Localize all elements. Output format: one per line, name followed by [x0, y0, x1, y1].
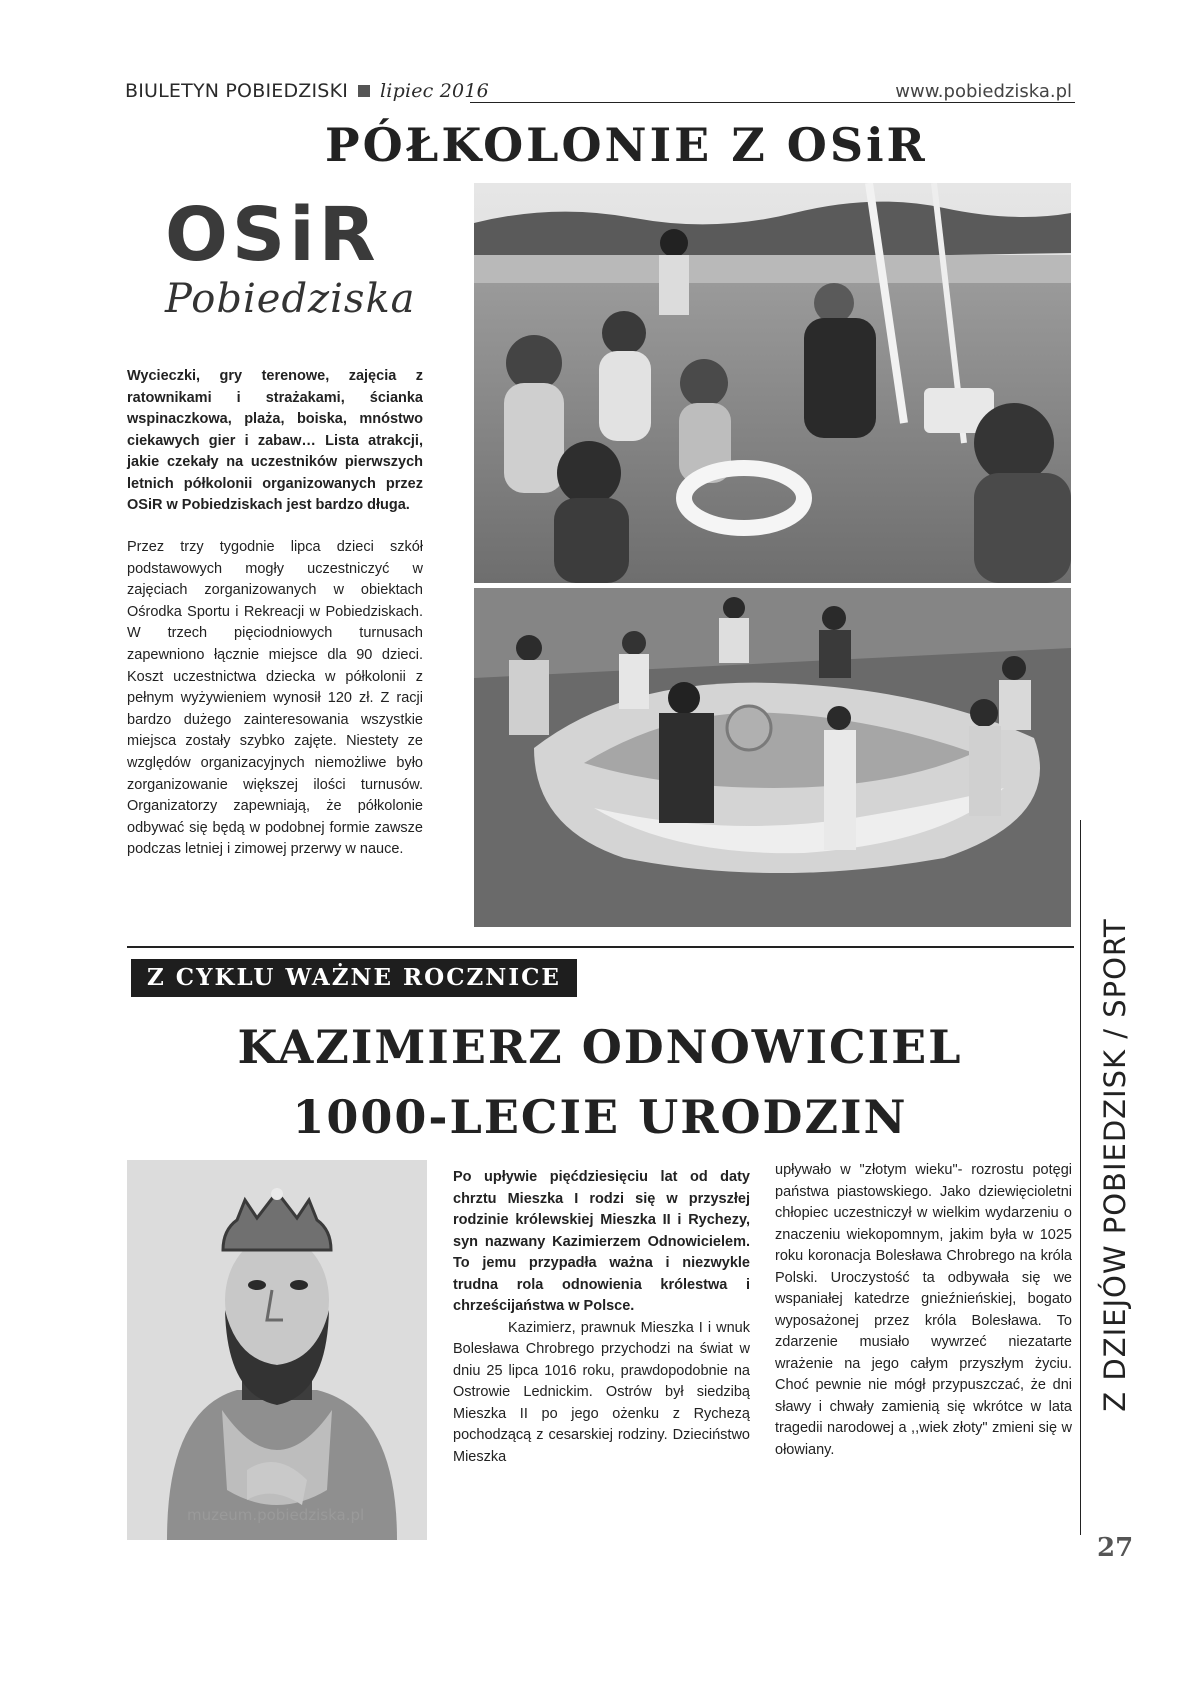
article-title-polkolonie: PÓŁKOLONIE Z OSiR	[325, 118, 928, 172]
page-number: 27	[1097, 1533, 1134, 1563]
photo-parachute-game-image	[474, 588, 1071, 927]
article2-column-2: upływało w "złotym wieku"- rozrostu potęgi państwa piastowskiego. Jako dziewięcioletni chłopiec uczestniczył w wielkim wydarzeniu o znaczeniu wiekopomnym, jakim była w 1025 roku koronacja Bolesława Chrobrego na króla Polski. Uroczystość ta odbywała się we wspaniałej katedrze gnieźnieńskiej, bogato wyposażonej przez króla Bolesława. To zdarzenie musiało wywrzeć niezatarte wrażenie na jego całym przyszłym życiu. Choć pewnie nie mógł przypuszczać, że dni sławy i chwały zamienią się wkrótce w lata tragedii narodowej a ,,wiek złoty" zmieni się w ołowiany.	[775, 1162, 1072, 1458]
issue-date: lipiec 2016	[380, 80, 489, 102]
portrait-kazimierz-image	[127, 1160, 427, 1540]
sidebar-divider	[1080, 820, 1081, 1535]
portrait-watermark: muzeum.pobiedziska.pl	[187, 1506, 365, 1524]
osir-logo-wordmark: OSiR	[165, 192, 380, 278]
article2-lead: Po upływie pięćdziesięciu lat od daty chrztu Mieszka I rodzi się w przyszłej rodzinie królewskiej Mieszka II i Rychezy, syn nazwany Kazimierzem Odnowicielem. To jemu przypadła ważna i niezwykle trudna rola odnowienia królestwa i chrześcijaństwa w Polsce.	[453, 1169, 750, 1314]
portrait-kazimierz-odnowiciel	[127, 1160, 427, 1540]
article1-body: Przez trzy tygodnie lipca dzieci szkół podstawowych mogły uczestniczyć w zajęciach zorganizowanych w obiektach Ośrodka Sportu i Rekreacji w Pobiedziskach. W trzech pięciodniowych turnusach zapewniono łącznie miejsce dla 90 dzieci. Koszt uczestnictwa dziecka w półkolonii z pełnym wyżywieniem wynosił 120 zł. Z racji bardzo dużego zainteresowania wszystkie miejsca zostały szybko zajęte. Niestety ze względów organizacyjnych niemożliwe było zorganizowanie większej ilości turnusów. Organizatorzy zapewniają, że półkolonie odbywać się będą w podobnej formie zawsze podczas letniej i zimowej przerwy w nauce.	[127, 539, 423, 858]
separator-square-icon	[358, 85, 370, 97]
photo-parachute-game	[474, 588, 1071, 927]
header-publication	[125, 80, 489, 102]
article-subtitle-millennium: 1000-LECIE URODZIN	[292, 1090, 908, 1144]
article1-lead: Wycieczki, gry terenowe, zajęcia z ratownikami i strażakami, ścianka wspinaczkowa, plaża, boiska, mnóstwo ciekawych gier i zabaw… Lista atrakcji, jakie czekały na uczestników pierwszych letnich półkolonii organizowanych przez OSiR w Pobiedziskach jest bardzo długa.	[127, 368, 423, 513]
osir-logo	[165, 192, 416, 338]
article2-column-1	[453, 1167, 750, 1468]
website-link[interactable]: www.pobiedziska.pl	[895, 81, 1072, 102]
series-label: Z CYKLU WAŻNE ROCZNICE	[131, 959, 577, 997]
sidebar-section-label: Z DZIEJÓW POBIEDZISK / SPORT	[1098, 918, 1132, 1412]
article-title-kazimierz: KAZIMIERZ ODNOWICIEL	[237, 1020, 963, 1074]
photo-children-lesson-image	[474, 183, 1071, 583]
osir-logo-city: Pobiedziska	[165, 276, 416, 322]
photo-children-lesson	[474, 183, 1071, 583]
header-divider	[470, 102, 1075, 103]
sidebar-section	[1086, 815, 1144, 1515]
publication-name: BIULETYN POBIEDZISKI	[125, 80, 349, 102]
section-divider	[127, 946, 1074, 948]
article2-paragraph-1: Kazimierz, prawnuk Mieszka I i wnuk Bolesława Chrobrego przychodzi na świat w dniu 25 lipca 1016 roku, prawdopodobnie na Ostrowie Lednickim. Ostrów był siedzibą Mieszka II po jego ożenku z Rychezą pochodzącą z cesarskiej rodziny. Dzieciństwo Mieszka	[453, 1319, 750, 1465]
